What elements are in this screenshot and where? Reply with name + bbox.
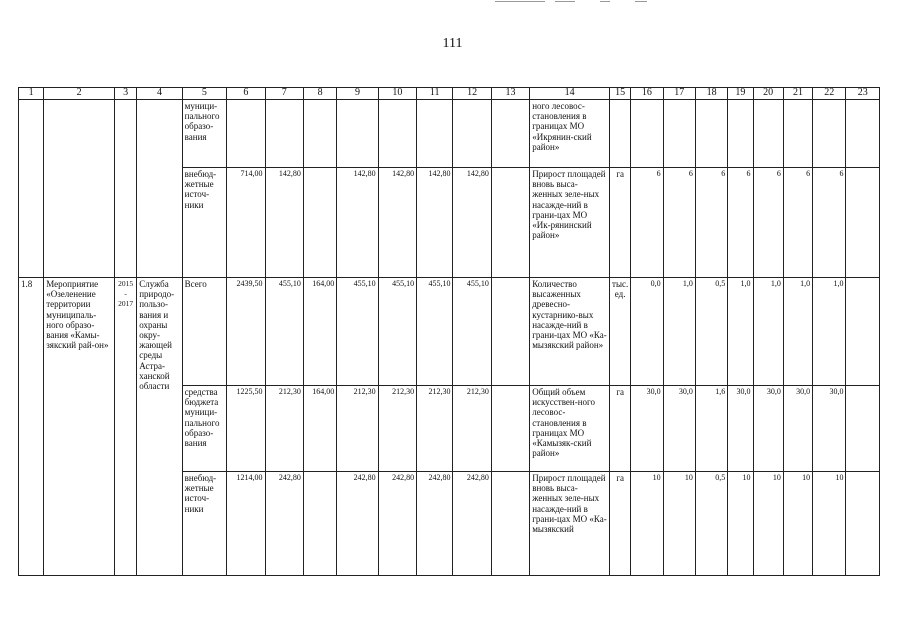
amount-cell: 242,80	[417, 472, 453, 576]
value-cell: 0,5	[695, 278, 727, 386]
amount-cell	[337, 100, 378, 168]
col-header: 21	[783, 88, 812, 100]
col-header: 9	[337, 88, 378, 100]
col-header: 5	[182, 88, 226, 100]
indicator-cell: Прирост площадей вновь выса-женных зеле-ных насажде-ний в грани-цах МО «Ик-рянинский район»	[530, 168, 610, 278]
funding-source-cell: внебюд-жетные источ-ники	[182, 472, 226, 576]
value-cell: 6	[663, 168, 695, 278]
amount-cell	[303, 168, 336, 278]
value-cell	[846, 386, 880, 472]
empty-cell	[491, 168, 529, 278]
value-cell: 6	[813, 168, 846, 278]
col-header: 19	[728, 88, 753, 100]
indicator-cell: Общий объем искусствен-ного лесовос-становления в границах МО «Камызяк-ский район»	[530, 386, 610, 472]
amount-cell: 142,80	[417, 168, 453, 278]
amount-cell: 242,80	[378, 472, 416, 576]
value-cell	[753, 100, 783, 168]
value-cell: 10	[753, 472, 783, 576]
col-header: 23	[846, 88, 880, 100]
amount-cell	[265, 100, 303, 168]
value-cell: 10	[783, 472, 812, 576]
amount-cell: 2439,50	[227, 278, 265, 386]
col-header: 15	[610, 88, 631, 100]
amount-cell: 142,80	[265, 168, 303, 278]
value-cell: 10	[813, 472, 846, 576]
amount-cell: 142,80	[453, 168, 491, 278]
col-header: 6	[227, 88, 265, 100]
amount-cell	[303, 100, 336, 168]
unit-cell: га	[610, 168, 631, 278]
amount-cell: 1214,00	[227, 472, 265, 576]
value-cell: 30,0	[813, 386, 846, 472]
value-cell: 1,0	[728, 278, 753, 386]
col-header: 1	[19, 88, 44, 100]
table-row	[19, 100, 880, 168]
executor-cell	[137, 100, 182, 278]
amount-cell: 455,10	[453, 278, 491, 386]
value-cell: 1,0	[783, 278, 812, 386]
value-cell: 10	[631, 472, 663, 576]
col-header: 4	[137, 88, 182, 100]
value-cell: 1,6	[695, 386, 727, 472]
table-row	[19, 278, 880, 386]
amount-cell: 714,00	[227, 168, 265, 278]
value-cell	[783, 100, 812, 168]
period-cell	[114, 100, 136, 278]
col-header: 14	[530, 88, 610, 100]
col-header: 8	[303, 88, 336, 100]
scan-artifact-marks	[495, 0, 665, 4]
col-header: 7	[265, 88, 303, 100]
empty-cell	[491, 472, 529, 576]
executor-cell: Служба природо-пользо-вания и охраны окру-жающей среды Астра-ханской области	[137, 278, 182, 576]
amount-cell: 164,00	[303, 278, 336, 386]
measure-name-cell	[44, 100, 115, 278]
value-cell: 6	[783, 168, 812, 278]
empty-cell	[491, 100, 529, 168]
indicator-cell: Прирост площадей вновь выса-женных зеле-ных насажде-ний в грани-цах МО «Ка-мызякский	[530, 472, 610, 576]
value-cell: 0,0	[631, 278, 663, 386]
amount-cell: 1225,50	[227, 386, 265, 472]
col-header: 16	[631, 88, 663, 100]
amount-cell: 212,30	[378, 386, 416, 472]
amount-cell: 212,30	[337, 386, 378, 472]
funding-source-cell: средства бюджета муници-пального образо-вания	[182, 386, 226, 472]
amount-cell: 242,80	[453, 472, 491, 576]
amount-cell: 212,30	[453, 386, 491, 472]
period-cell: 2015 - 2017	[114, 278, 136, 576]
empty-cell	[491, 386, 529, 472]
col-header: 22	[813, 88, 846, 100]
value-cell	[846, 100, 880, 168]
value-cell: 1,0	[663, 278, 695, 386]
program-table	[18, 87, 880, 576]
funding-source-cell: муници-пального образо-вания	[182, 100, 226, 168]
amount-cell: 212,30	[265, 386, 303, 472]
amount-cell	[303, 472, 336, 576]
col-header: 13	[491, 88, 529, 100]
unit-cell: га	[610, 472, 631, 576]
amount-cell: 455,10	[378, 278, 416, 386]
amount-cell: 455,10	[337, 278, 378, 386]
value-cell	[728, 100, 753, 168]
amount-cell	[227, 100, 265, 168]
indicator-cell: Количество высаженных древесно-кустарнико-вых насажде-ний в грани-цах МО «Ка-мызякский район»	[530, 278, 610, 386]
funding-source-cell: внебюд-жетные источ-ники	[182, 168, 226, 278]
value-cell: 10	[663, 472, 695, 576]
unit-cell	[610, 100, 631, 168]
amount-cell: 164,00	[303, 386, 336, 472]
header-row	[19, 88, 880, 100]
value-cell	[631, 100, 663, 168]
col-header: 17	[663, 88, 695, 100]
page-number: 111	[442, 36, 463, 51]
amount-cell: 455,10	[417, 278, 453, 386]
value-cell: 30,0	[631, 386, 663, 472]
col-header: 12	[453, 88, 491, 100]
unit-cell: тыс. ед.	[610, 278, 631, 386]
amount-cell	[417, 100, 453, 168]
value-cell: 10	[728, 472, 753, 576]
amount-cell: 242,80	[265, 472, 303, 576]
value-cell	[846, 168, 880, 278]
value-cell: 30,0	[728, 386, 753, 472]
value-cell	[695, 100, 727, 168]
measure-name-cell: Мероприятие «Озеленение территории муниципаль-ного образо-вания «Камы-зякский рай-он»	[44, 278, 115, 576]
value-cell	[663, 100, 695, 168]
col-header: 20	[753, 88, 783, 100]
col-header: 18	[695, 88, 727, 100]
value-cell	[846, 278, 880, 386]
value-cell: 1,0	[753, 278, 783, 386]
value-cell: 30,0	[663, 386, 695, 472]
amount-cell: 142,80	[337, 168, 378, 278]
amount-cell	[378, 100, 416, 168]
value-cell: 0,5	[695, 472, 727, 576]
unit-cell: га	[610, 386, 631, 472]
col-header: 11	[417, 88, 453, 100]
amount-cell	[453, 100, 491, 168]
amount-cell: 455,10	[265, 278, 303, 386]
value-cell: 30,0	[753, 386, 783, 472]
row-number-cell	[19, 100, 44, 278]
funding-source-cell: Всего	[182, 278, 226, 386]
indicator-cell: ного лесовос-становления в границах МО «Икрянин-ский район»	[530, 100, 610, 168]
value-cell: 6	[753, 168, 783, 278]
amount-cell: 142,80	[378, 168, 416, 278]
value-cell: 6	[631, 168, 663, 278]
value-cell: 6	[695, 168, 727, 278]
value-cell: 1,0	[813, 278, 846, 386]
amount-cell: 212,30	[417, 386, 453, 472]
value-cell: 30,0	[783, 386, 812, 472]
empty-cell	[491, 278, 529, 386]
col-header: 2	[44, 88, 115, 100]
value-cell	[813, 100, 846, 168]
value-cell: 6	[728, 168, 753, 278]
value-cell	[846, 472, 880, 576]
col-header: 10	[378, 88, 416, 100]
col-header: 3	[114, 88, 136, 100]
row-number-cell: 1.8	[19, 278, 44, 576]
amount-cell: 242,80	[337, 472, 378, 576]
